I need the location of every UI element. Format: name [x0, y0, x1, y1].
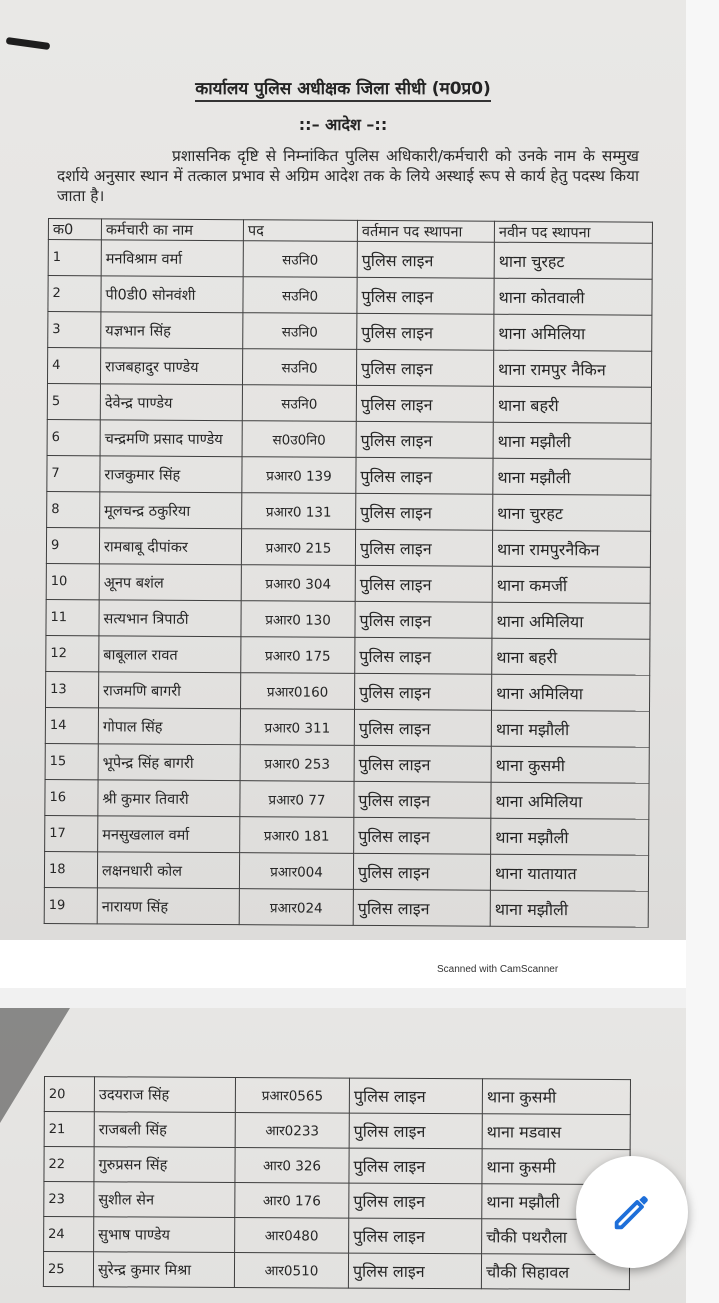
cell-current-posting: पुलिस लाइन — [357, 277, 494, 314]
cell-new-posting: थाना चुरहट — [493, 494, 651, 531]
cell-new-posting: थाना मडवास — [482, 1114, 630, 1150]
page-gap — [0, 988, 686, 1008]
cell-name: सुभाष पाण्डेय — [94, 1217, 235, 1253]
cell-current-posting: पुलिस लाइन — [354, 709, 491, 746]
table-row — [47, 419, 651, 459]
cell-current-posting: पुलिस लाइन — [353, 889, 490, 926]
table-row — [47, 455, 651, 495]
cell-current-posting: पुलिस लाइन — [356, 385, 493, 422]
cell-current-posting: पुलिस लाइन — [356, 349, 493, 386]
cell-serial: 17 — [45, 815, 98, 851]
cell-post: प्रआर0 139 — [242, 457, 356, 494]
cell-current-posting: पुलिस लाइन — [349, 1218, 482, 1254]
cell-serial: 3 — [48, 312, 101, 348]
table-row — [44, 1182, 630, 1220]
document-title: कार्यालय पुलिस अधीक्षक जिला सीधी (म0प्र0) — [0, 76, 686, 99]
cell-new-posting: थाना अमिलिया — [492, 674, 650, 711]
cell-new-posting: थाना बहरी — [493, 386, 651, 423]
cell-post: प्रआर0 181 — [240, 817, 354, 854]
table-row — [44, 851, 648, 891]
cell-new-posting: थाना अमिलिया — [491, 782, 649, 819]
cell-serial: 24 — [44, 1217, 94, 1252]
cell-post: प्रआर0 311 — [240, 709, 354, 746]
cell-new-posting: थाना रामपुर नैकिन — [493, 350, 651, 387]
cell-serial: 23 — [44, 1182, 94, 1217]
cell-post: प्रआर0 304 — [241, 565, 355, 602]
table-row — [44, 1147, 630, 1185]
cell-serial: 13 — [46, 671, 99, 707]
cell-current-posting: पुलिस लाइन — [349, 1078, 482, 1114]
cell-current-posting: पुलिस लाइन — [348, 1253, 481, 1289]
cell-post: आर0510 — [234, 1253, 348, 1289]
table-row — [48, 276, 652, 316]
cell-post: आर0 326 — [235, 1148, 349, 1184]
cell-name: राजबली सिंह — [94, 1112, 235, 1148]
cell-name: भूपेन्द्र सिंह बागरी — [98, 744, 240, 781]
table-row — [46, 671, 650, 711]
cell-new-posting: थाना रामपुरनैकिन — [492, 530, 650, 567]
cell-current-posting: पुलिस लाइन — [356, 457, 493, 494]
screen-edge — [686, 0, 719, 1303]
cell-current-posting: पुलिस लाइन — [349, 1148, 482, 1184]
table-row — [44, 887, 648, 927]
cell-current-posting: पुलिस लाइन — [349, 1113, 482, 1149]
cell-serial: 22 — [44, 1147, 94, 1182]
table-row — [44, 1077, 630, 1115]
cell-serial: 11 — [46, 599, 99, 635]
cell-serial: 19 — [44, 887, 97, 923]
table-row — [48, 240, 652, 280]
intro-paragraph: प्रशासनिक दृष्टि से निम्नांकित पुलिस अधिकारी/कर्मचारी को उनके नाम के सम्मुख दर्शाये अनुसार स्थान में तत्काल प्रभाव से अग्रिम आदेश तक के लिये अस्थाई रूप से कार्य हेतु पदस्थ किया जाता है। — [57, 147, 639, 205]
cell-new-posting: थाना कमर्जी — [492, 566, 650, 603]
cell-new-posting: थाना यातायात — [490, 854, 648, 891]
cell-serial: 5 — [47, 383, 100, 419]
edit-button[interactable] — [576, 1156, 688, 1268]
table-row — [48, 312, 652, 352]
cell-serial: 25 — [43, 1252, 93, 1287]
cell-name: गुरुप्रसन सिंह — [94, 1147, 235, 1183]
table-row — [44, 1217, 630, 1255]
cell-serial: 18 — [44, 851, 97, 887]
cell-name: मनसुखलाल वर्मा — [98, 816, 240, 853]
cell-current-posting: पुलिस लाइन — [354, 745, 491, 782]
cell-name: उदयराज सिंह — [94, 1077, 235, 1113]
cell-post: सउनि0 — [242, 349, 356, 386]
cell-post: प्रआर0160 — [241, 673, 355, 710]
cell-serial: 10 — [46, 563, 99, 599]
cell-current-posting: पुलिस लाइन — [354, 781, 491, 818]
cell-name: सुशील सेन — [94, 1182, 235, 1218]
cell-name: यज्ञभान सिंह — [101, 312, 243, 349]
cell-name: नारायण सिंह — [97, 888, 239, 925]
header-new-posting: नवीन पद स्थापना — [494, 221, 652, 243]
cell-post: सउनि0 — [243, 241, 357, 278]
cell-name: गोपाल सिंह — [98, 708, 240, 745]
pen-mark — [6, 37, 51, 50]
table-row — [47, 383, 651, 423]
scanned-page-2 — [0, 1008, 686, 1303]
cell-serial: 4 — [47, 348, 100, 384]
cell-post: सउनि0 — [243, 277, 357, 314]
cell-serial: 1 — [48, 240, 101, 276]
cell-new-posting: थाना मझौली — [491, 710, 649, 747]
scanner-footer — [0, 940, 686, 988]
cell-serial: 15 — [45, 743, 98, 779]
cell-name: लक्षनधारी कोल — [97, 852, 239, 889]
header-current-posting: वर्तमान पद स्थापना — [357, 220, 494, 242]
cell-name: पी0डी0 सोनवंशी — [101, 276, 243, 313]
cell-name: रामबाबू दीपांकर — [99, 528, 241, 565]
cell-post: सउनि0 — [242, 385, 356, 422]
cell-serial: 16 — [45, 779, 98, 815]
table-row — [46, 635, 650, 675]
header-serial: क0 — [48, 219, 101, 240]
cell-serial: 21 — [44, 1112, 94, 1147]
cell-current-posting: पुलिस लाइन — [355, 637, 492, 674]
cell-current-posting: पुलिस लाइन — [355, 529, 492, 566]
cell-new-posting: थाना चुरहट — [494, 242, 652, 279]
table-row — [44, 1112, 630, 1150]
table-row — [47, 348, 651, 388]
cell-serial: 12 — [46, 635, 99, 671]
cell-name: राजकुमार सिंह — [100, 456, 242, 493]
cell-new-posting: थाना मझौली — [491, 818, 649, 855]
cell-post: प्रआर024 — [239, 889, 353, 926]
cell-new-posting: थाना बहरी — [492, 638, 650, 675]
cell-name: राजबहादुर पाण्डेय — [100, 348, 242, 385]
table-row — [43, 1252, 629, 1290]
cell-name: मनविश्राम वर्मा — [101, 240, 243, 277]
cell-current-posting: पुलिस लाइन — [355, 673, 492, 710]
table-row — [47, 491, 651, 531]
cell-post: आर0480 — [235, 1218, 349, 1254]
cell-post: प्रआर0 130 — [241, 601, 355, 638]
cell-post: प्रआर0 131 — [242, 493, 356, 530]
cell-serial: 14 — [45, 707, 98, 743]
cell-new-posting: चौकी सिहावल — [481, 1254, 629, 1290]
cell-current-posting: पुलिस लाइन — [355, 565, 492, 602]
cell-current-posting: पुलिस लाइन — [353, 853, 490, 890]
table-row — [46, 563, 650, 603]
cell-serial: 20 — [44, 1077, 94, 1112]
cell-new-posting: थाना कुसमी — [491, 746, 649, 783]
table-row — [46, 527, 650, 567]
table-row — [45, 779, 649, 819]
cell-name: अूनप बशंल — [99, 564, 241, 601]
cell-post: प्रआर004 — [239, 853, 353, 890]
header-name: कर्मचारी का नाम — [101, 219, 243, 241]
cell-post: सउनि0 — [243, 313, 357, 350]
cell-current-posting: पुलिस लाइन — [355, 601, 492, 638]
cell-new-posting: थाना मझौली — [490, 890, 648, 927]
cell-new-posting: थाना कुसमी — [482, 1079, 630, 1115]
cell-new-posting: थाना अमिलिया — [494, 314, 652, 351]
cell-serial: 8 — [47, 491, 100, 527]
cell-name: सत्यभान त्रिपाठी — [99, 600, 241, 637]
cell-current-posting: पुलिस लाइन — [356, 493, 493, 530]
cell-new-posting: थाना मझौली — [493, 458, 651, 495]
cell-post: प्रआर0 215 — [241, 529, 355, 566]
pencil-icon — [609, 1189, 655, 1235]
cell-post: प्रआर0565 — [235, 1078, 349, 1114]
table-row — [46, 599, 650, 639]
cell-new-posting: थाना अमिलिया — [492, 602, 650, 639]
cell-post: प्रआर0 175 — [241, 637, 355, 674]
header-post: पद — [243, 220, 357, 242]
cell-new-posting: थाना मझौली — [493, 422, 651, 459]
cell-name: मूलचन्द्र ठकुरिया — [100, 492, 242, 529]
posting-table-page1 — [44, 218, 653, 928]
cell-new-posting: चौकी पथरौला — [482, 1219, 630, 1255]
cell-post: आर0 176 — [235, 1183, 349, 1219]
cell-post: आर0233 — [235, 1113, 349, 1149]
cell-serial: 2 — [48, 276, 101, 312]
cell-current-posting: पुलिस लाइन — [354, 817, 491, 854]
table-row — [45, 815, 649, 855]
cell-name: बाबूलाल रावत — [99, 636, 241, 673]
posting-table-page2 — [43, 1076, 631, 1290]
cell-current-posting: पुलिस लाइन — [349, 1183, 482, 1219]
cell-post: स0उ0नि0 — [242, 421, 356, 458]
cell-name: सुरेन्द्र कुमार मिश्रा — [93, 1252, 234, 1288]
order-heading: ::– आदेश –:: — [298, 115, 388, 134]
cell-current-posting: पुलिस लाइन — [357, 241, 494, 278]
cell-new-posting: थाना कोतवाली — [494, 278, 652, 315]
table-header-row — [48, 219, 652, 244]
cell-serial: 7 — [47, 455, 100, 491]
cell-name: देवेन्द्र पाण्डेय — [100, 384, 242, 421]
page-fold-shadow — [0, 1008, 70, 1123]
cell-name: चन्द्रमणि प्रसाद पाण्डेय — [100, 420, 242, 457]
cell-name: राजमणि बागरी — [99, 672, 241, 709]
cell-post: प्रआर0 253 — [240, 745, 354, 782]
cell-new-posting: थाना मझौली — [482, 1184, 630, 1220]
scanner-watermark: Scanned with CamScanner — [437, 964, 559, 975]
cell-serial: 6 — [47, 419, 100, 455]
cell-name: श्री कुमार तिवारी — [98, 780, 240, 817]
cell-post: प्रआर0 77 — [240, 781, 354, 818]
cell-new-posting: थाना कुसमी — [482, 1149, 630, 1185]
table-row — [45, 743, 649, 783]
table-row — [45, 707, 649, 747]
cell-serial: 9 — [46, 527, 99, 563]
cell-current-posting: पुलिस लाइन — [356, 421, 493, 458]
cell-current-posting: पुलिस लाइन — [357, 313, 494, 350]
